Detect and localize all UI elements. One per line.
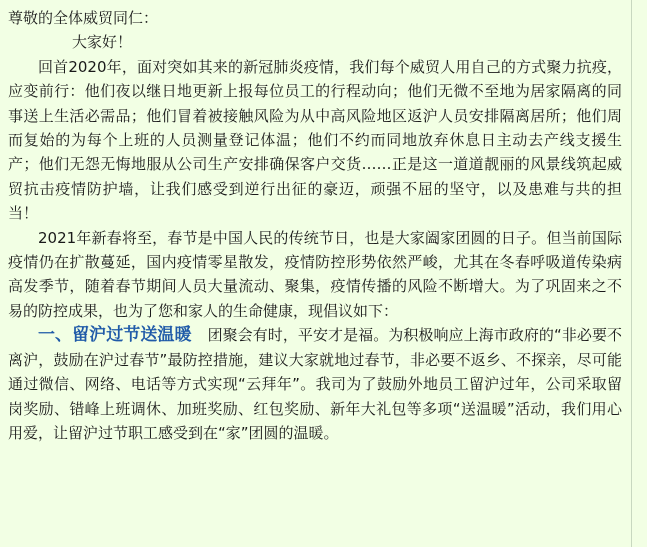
- section-title: 一、留沪过节送温暖: [38, 325, 192, 346]
- greeting: 大家好！: [72, 33, 133, 52]
- salutation: 尊敬的全体威贸同仁：: [8, 9, 159, 27]
- section-stay-in-shanghai: [8, 323, 622, 445]
- paragraph-review-2020: 回首2020年，面对突如其来的新冠肺炎疫情，我们每个威贸人用自己的方式聚力抗疫，应变前行：他们夜以继日地更新上报每位员工的行程动向；他们无微不至地为居家隔离的同事送上生活必需品；他们冒着被接触风险为从中高风险地区返沪人员安排隔离居所；他们周而复始的为每个上班的人员测量登记体温；他们不约而同地放弃休息日主动去产线支援生产；他们无怨无悔地服从公司生产安排确保客户交货……正是这一道道靓丽的风景线筑起威贸抗击疫情防护墙，让我们感受到逆行出征的豪迈，顽强不屈的坚守，以及患难与共的担当！: [8, 57, 622, 223]
- section-body: 团聚会有时，平安才是福。为积极响应上海市政府的“非必要不离沪，鼓励在沪过春节”最防控措施，建议大家就地过春节，非必要不返乡、不探亲，尽可能通过微信、网络、电话等方式实现“云拜年”。我司为了鼓励外地员工留沪过年，公司采取留岗奖励、错峰上班调休、加班奖励、红包奖励、新年大礼包等多项“送温暖”活动，我们用心用爱，让留沪过节职工感受到在“家”团圆的温暖。: [8, 326, 623, 442]
- paragraph-new-year-2021: 2021年新春将至，春节是中国人民的传统节日，也是大家阖家团圆的日子。但当前国际疫情仍在扩散蔓延，国内疫情零星散发，疫情防控形势依然严峻，尤其在冬春呼吸道传染病高发季节，随着春节期间人员大量流动、聚集，疫情传播的风险不断增大。为了巩固来之不易的防控成果，也为了您和家人的生命健康，现倡议如下：: [8, 228, 622, 320]
- letter-body: [8, 6, 622, 445]
